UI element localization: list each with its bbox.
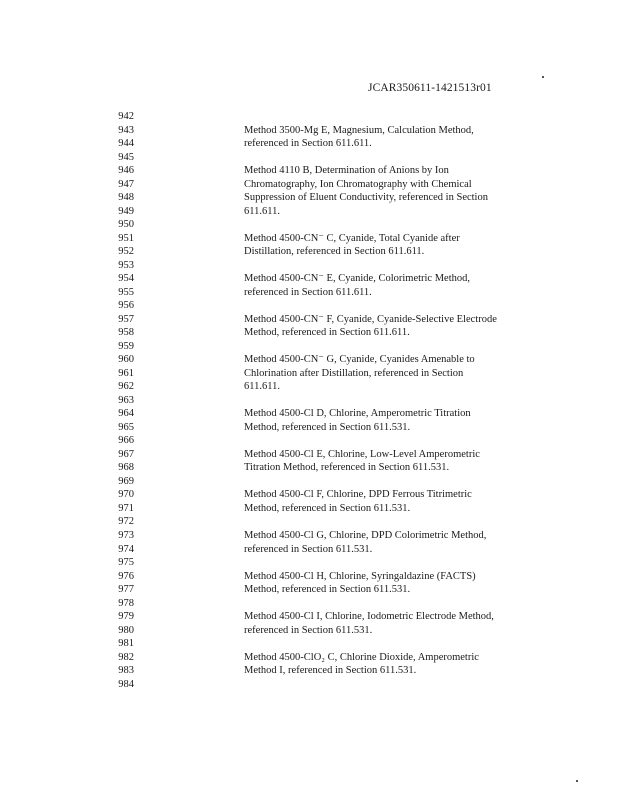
line-number: 946	[118, 165, 134, 177]
method-reference-entry	[244, 407, 574, 434]
line-number: 966	[118, 435, 134, 447]
entry-text-line: referenced in Section 611.611.	[244, 286, 372, 298]
entry-text-line: Method, referenced in Section 611.531.	[244, 502, 411, 514]
entry-text-line: Method, referenced in Section 611.531.	[244, 584, 411, 596]
line-number: 968	[118, 462, 134, 474]
method-reference-entry	[244, 651, 574, 678]
line-number: 978	[118, 597, 134, 609]
method-reference-entry	[244, 488, 574, 515]
line-number: 976	[118, 570, 134, 582]
line-number: 984	[118, 678, 134, 690]
line-number: 960	[118, 354, 134, 366]
line-number: 981	[118, 638, 134, 650]
line-number: 957	[118, 313, 134, 325]
line-number: 975	[118, 557, 134, 569]
entry-text-line: Method 4500-CN⁻ G, Cyanide, Cyanides Amenable to	[244, 354, 475, 366]
method-reference-entry	[244, 313, 574, 340]
line-number: 970	[118, 489, 134, 501]
entry-text-line: Method, referenced in Section 611.531.	[244, 421, 411, 433]
entry-text-line: Method 4110 B, Determination of Anions by Ion	[244, 165, 449, 177]
blank-line	[244, 394, 574, 408]
line-number: 950	[118, 219, 134, 231]
line-number: 979	[118, 611, 134, 623]
method-reference-entry	[244, 570, 574, 597]
line-number: 963	[118, 394, 134, 406]
method-reference-entry	[244, 232, 574, 259]
entry-text-line: Method 4500-Cl F, Chlorine, DPD Ferrous Titrimetric	[244, 489, 472, 501]
line-number: 954	[118, 273, 134, 285]
blank-line	[244, 475, 574, 489]
line-number: 972	[118, 516, 134, 528]
blank-line	[244, 434, 574, 448]
line-number: 965	[118, 421, 134, 433]
line-number: 969	[118, 475, 134, 487]
entry-text-line: Method 4500-Cl G, Chlorine, DPD Colorimetric Method,	[244, 529, 487, 541]
line-number: 983	[118, 665, 134, 677]
entry-text-line: Method 3500-Mg E, Magnesium, Calculation Method,	[244, 124, 474, 136]
entry-text-line: Method 4500-ClO₂ C, Chlorine Dioxide, Amperometric	[244, 651, 479, 663]
line-number: 953	[118, 259, 134, 271]
entry-text-line: Chromatography, Ion Chromatography with Chemical	[244, 178, 472, 190]
line-number: 974	[118, 543, 134, 555]
line-number: 956	[118, 300, 134, 312]
entry-text-line: Method 4500-Cl E, Chlorine, Low-Level Amperometric	[244, 448, 480, 460]
method-reference-entry	[244, 164, 574, 218]
line-number: 955	[118, 286, 134, 298]
scan-speck	[576, 780, 578, 782]
line-number: 949	[118, 205, 134, 217]
line-number: 977	[118, 584, 134, 596]
method-reference-entry	[244, 610, 574, 637]
line-number: 942	[118, 111, 134, 122]
method-reference-entry	[244, 448, 574, 475]
line-number: 973	[118, 529, 134, 541]
line-number: 967	[118, 448, 134, 460]
blank-line	[244, 299, 574, 313]
blank-line	[244, 556, 574, 570]
entry-text-line: Method 4500-CN⁻ E, Cyanide, Colorimetric Method,	[244, 273, 471, 285]
method-reference-entry	[244, 272, 574, 299]
blank-line	[244, 340, 574, 354]
entry-text-line: Suppression of Eluent Conductivity, referenced in Section	[244, 192, 488, 204]
line-number: 961	[118, 367, 134, 379]
line-number: 945	[118, 151, 134, 163]
line-number: 964	[118, 408, 134, 420]
scan-speck	[542, 76, 544, 78]
entry-text-line: Method 4500-Cl D, Chlorine, Amperometric Titration	[244, 408, 471, 420]
blank-line	[244, 151, 574, 165]
entry-text-line: Method 4500-Cl H, Chlorine, Syringaldazine (FACTS)	[244, 570, 476, 582]
entry-text-line: Chlorination after Distillation, referenced in Section	[244, 367, 464, 379]
line-number-column	[104, 110, 134, 691]
line-number: 971	[118, 502, 134, 514]
entry-text-line: Method 4500-CN⁻ F, Cyanide, Cyanide-Selective Electrode	[244, 313, 497, 325]
line-number: 947	[118, 178, 134, 190]
line-number: 958	[118, 327, 134, 339]
blank-line	[244, 259, 574, 273]
line-number: 952	[118, 246, 134, 258]
entry-text-line: referenced in Section 611.611.	[244, 138, 372, 150]
entry-text-line: 611.611.	[244, 381, 280, 393]
line-number: 959	[118, 340, 134, 352]
line-number: 951	[118, 232, 134, 244]
entry-text-line: Method, referenced in Section 611.611.	[244, 327, 410, 339]
entry-text-line: Distillation, referenced in Section 611.611.	[244, 246, 425, 258]
entry-text-line: referenced in Section 611.531.	[244, 624, 373, 636]
method-references-list	[244, 110, 574, 678]
line-number: 962	[118, 381, 134, 393]
line-number: 943	[118, 124, 134, 136]
line-number: 948	[118, 192, 134, 204]
line-number: 982	[118, 651, 134, 663]
entry-text-line: Titration Method, referenced in Section 611.531.	[244, 462, 450, 474]
entry-text-line: 611.611.	[244, 205, 280, 217]
entry-text-line: Method 4500-Cl I, Chlorine, Iodometric Electrode Method,	[244, 611, 494, 623]
line-number: 944	[118, 138, 134, 150]
method-reference-entry	[244, 353, 574, 394]
method-reference-entry	[244, 124, 574, 151]
entry-text-line: referenced in Section 611.531.	[244, 543, 373, 555]
blank-line	[244, 637, 574, 651]
document-id-header: JCAR350611-1421513r01	[368, 82, 492, 94]
method-reference-entry	[244, 529, 574, 556]
blank-line	[244, 110, 574, 124]
line-number: 980	[118, 624, 134, 636]
blank-line	[244, 218, 574, 232]
entry-text-line: Method I, referenced in Section 611.531.	[244, 665, 417, 677]
blank-line	[244, 515, 574, 529]
blank-line	[244, 597, 574, 611]
entry-text-line: Method 4500-CN⁻ C, Cyanide, Total Cyanide after	[244, 232, 460, 244]
